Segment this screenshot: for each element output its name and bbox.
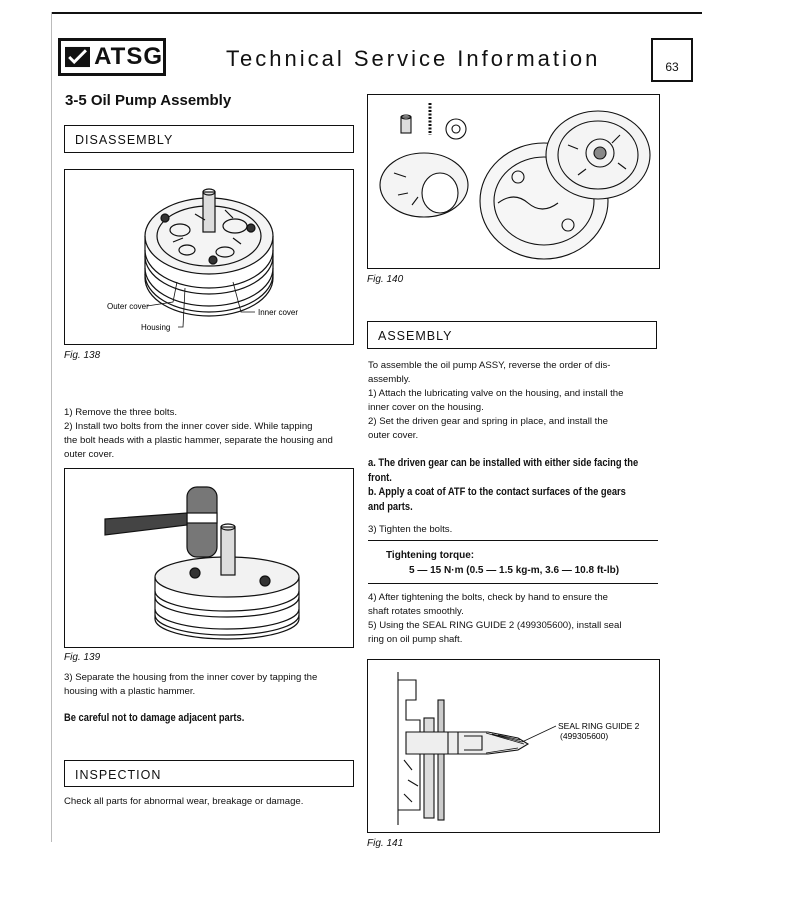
- assembly-line: 1) Attach the lubricating valve on the housing, and install the: [368, 388, 624, 399]
- inspection-heading: INSPECTION: [64, 760, 354, 787]
- caution-note: Be careful not to damage adjacent parts.: [64, 712, 245, 724]
- hammer-illustration: [65, 469, 353, 647]
- fig141-box: [367, 659, 660, 833]
- assembly-line: To assemble the oil pump ASSY, reverse the order of dis-: [368, 360, 611, 371]
- assembly-heading: ASSEMBLY: [367, 321, 657, 349]
- section-title: 3-5 Oil Pump Assembly: [65, 92, 232, 109]
- torque-rule-bottom: [368, 583, 658, 584]
- seal-ring-label-1: SEAL RING GUIDE 2: [558, 721, 640, 731]
- top-rule: [52, 12, 702, 14]
- page-number: 63: [651, 38, 693, 82]
- exploded-pump-illustration: [368, 95, 659, 268]
- fig140-caption: Fig. 140: [367, 274, 404, 285]
- assembly-line: ring on oil pump shaft.: [368, 634, 463, 645]
- seal-ring-guide-illustration: [368, 660, 659, 832]
- fig138-caption: Fig. 138: [64, 350, 101, 361]
- label-housing: Housing: [141, 323, 171, 332]
- torque-value: 5 — 15 N·m (0.5 — 1.5 kg-m, 3.6 — 10.8 ft-lb): [409, 565, 620, 576]
- assembly-notes: [368, 456, 638, 514]
- step-line: outer cover.: [64, 449, 115, 460]
- logo-text: ATSG: [94, 43, 163, 70]
- torque-title: Tightening torque:: [386, 550, 475, 561]
- atsg-logo: [58, 38, 166, 76]
- step-line: 2) Install two bolts from the inner cover side. While tapping: [64, 421, 313, 432]
- note-line: front.: [368, 471, 392, 484]
- step-line: 1) Remove the three bolts.: [64, 407, 178, 418]
- note-line: and parts.: [368, 500, 413, 513]
- assembly-line: 5) Using the SEAL RING GUIDE 2 (499305600), install seal: [368, 620, 622, 631]
- binding-edge: [51, 12, 52, 842]
- assembly-line: inner cover on the housing.: [368, 402, 484, 413]
- fig138-box: [64, 169, 354, 345]
- assembly-line: 4) After tightening the bolts, check by hand to ensure the: [368, 592, 608, 603]
- step-line: 3) Separate the housing from the inner cover by tapping the: [64, 672, 318, 683]
- assembly-line: shaft rotates smoothly.: [368, 606, 464, 617]
- fig140-box: [367, 94, 660, 269]
- assembly-line: assembly.: [368, 374, 411, 385]
- inspection-text: Check all parts for abnormal wear, breakage or damage.: [64, 796, 304, 807]
- checkmark-icon: [65, 45, 90, 69]
- step-line: the bolt heads with a plastic hammer, separate the housing and: [64, 435, 333, 446]
- disassembly-step3: [64, 671, 356, 699]
- fig139-caption: Fig. 139: [64, 652, 101, 663]
- fig141-caption: Fig. 141: [367, 838, 404, 849]
- note-line: b. Apply a coat of ATF to the contact surfaces of the gears: [368, 486, 626, 498]
- oil-pump-illustration: [65, 170, 353, 344]
- seal-ring-label-2: (499305600): [560, 731, 609, 741]
- assembly-steps-after: [368, 591, 660, 647]
- note-line: a. The driven gear can be installed with either side facing the: [368, 457, 639, 469]
- assembly-step3: 3) Tighten the bolts.: [368, 524, 453, 535]
- header-title: Technical Service Information: [226, 46, 601, 71]
- assembly-line: outer cover.: [368, 430, 419, 441]
- label-outer-cover: Outer cover: [107, 302, 149, 311]
- step-line: housing with a plastic hammer.: [64, 686, 196, 697]
- label-inner-cover: Inner cover: [258, 308, 299, 317]
- assembly-intro: [368, 359, 660, 443]
- disassembly-heading: DISASSEMBLY: [64, 125, 354, 153]
- fig139-box: [64, 468, 354, 648]
- disassembly-steps: [64, 406, 356, 462]
- torque-rule-top: [368, 540, 658, 541]
- assembly-line: 2) Set the driven gear and spring in place, and install the: [368, 416, 608, 427]
